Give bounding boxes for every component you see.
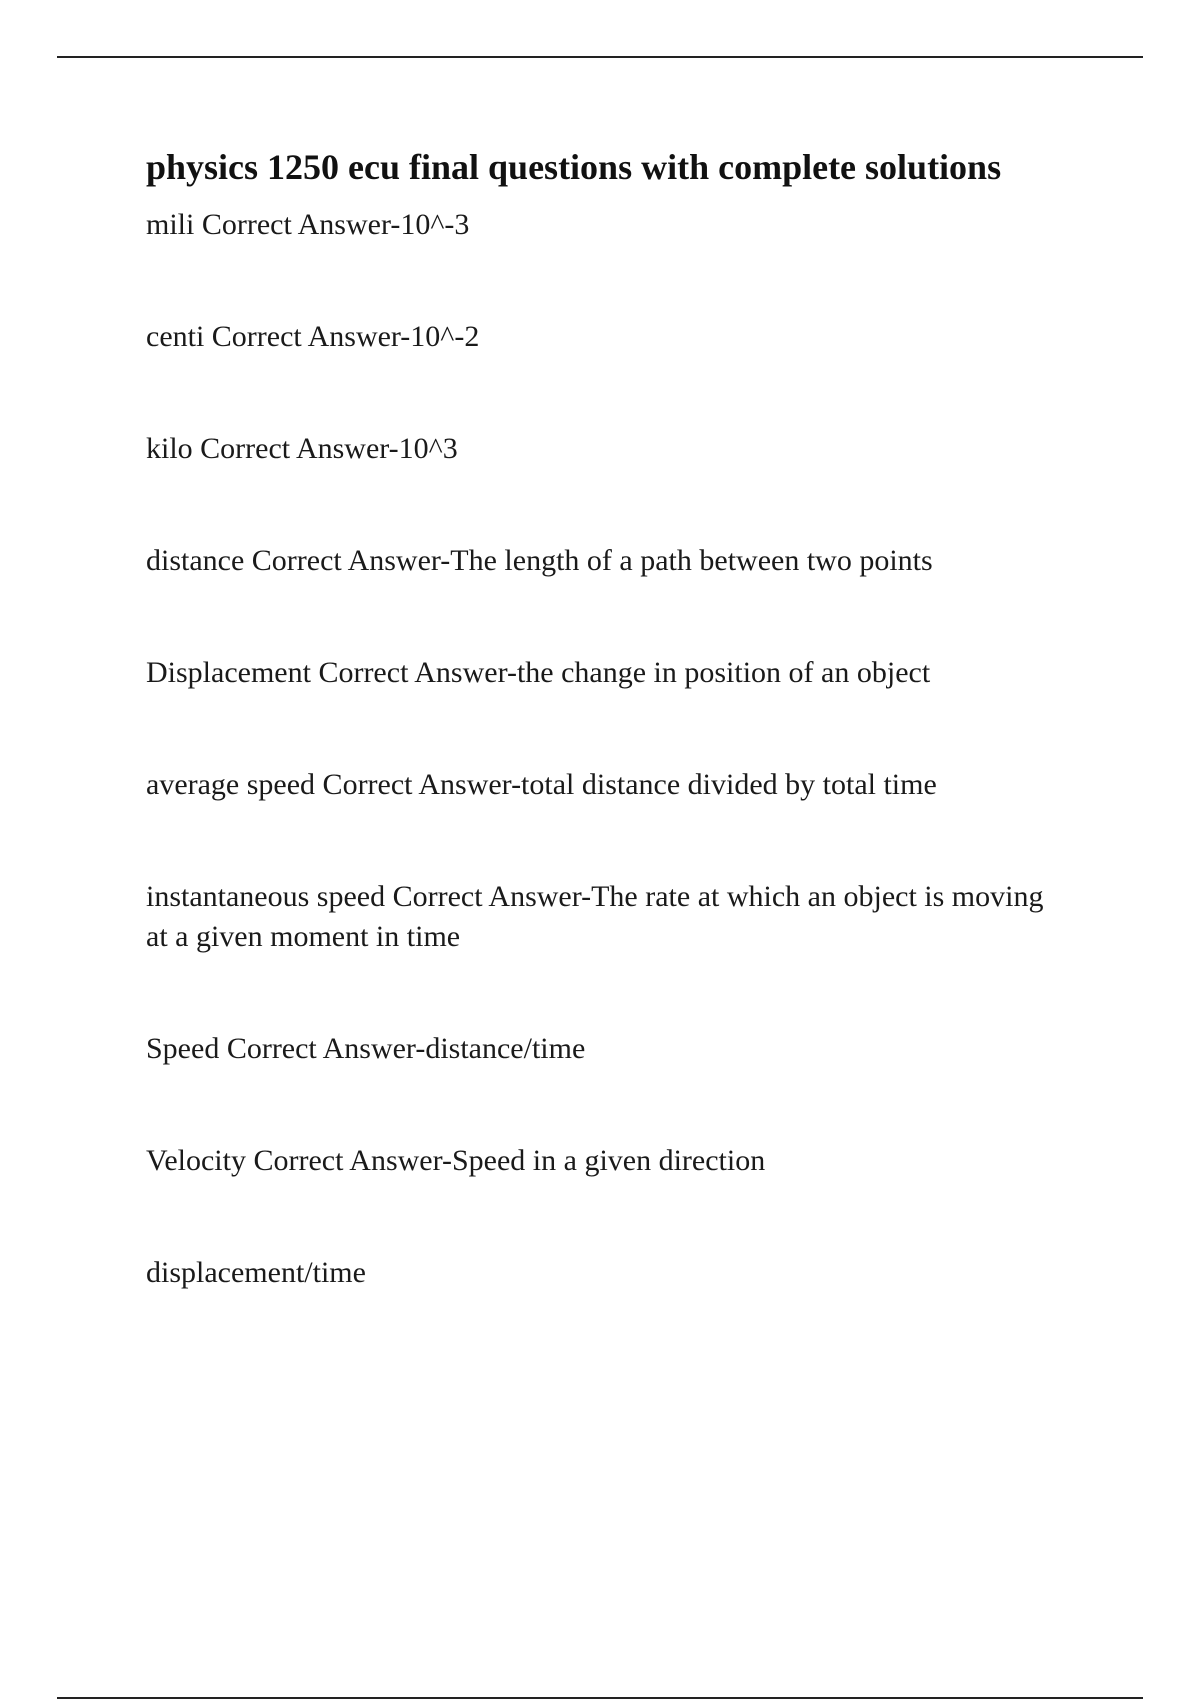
top-rule (57, 56, 1143, 58)
document-body (146, 142, 1046, 1293)
qa-entry: Displacement Correct Answer-the change in position of an object (146, 656, 931, 689)
qa-entry: distance Correct Answer-The length of a path between two points (146, 544, 933, 577)
document-title: physics 1250 ecu final questions with complete solutions (146, 147, 1002, 187)
qa-entry: kilo Correct Answer-10^3 (146, 432, 458, 465)
bottom-rule (57, 1697, 1143, 1699)
qa-entry: average speed Correct Answer-total distance divided by total time (146, 768, 937, 801)
qa-entry: Velocity Correct Answer-Speed in a given direction (146, 1144, 766, 1177)
qa-entry: mili Correct Answer-10^-3 (146, 208, 470, 241)
qa-entry: Speed Correct Answer-distance/time (146, 1032, 586, 1065)
qa-entry-continuation: displacement/time (146, 1256, 366, 1289)
qa-entry: centi Correct Answer-10^-2 (146, 320, 480, 353)
qa-entry: instantaneous speed Correct Answer-The rate at which an object is moving at a given moment in time (146, 880, 1044, 953)
